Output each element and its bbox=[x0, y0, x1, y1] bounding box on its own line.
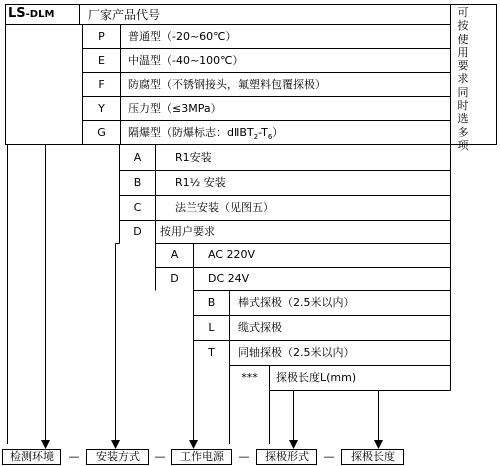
length-desc: 探极长度L(mm) bbox=[276, 371, 357, 384]
install-desc-c: 法兰安装（见图五） bbox=[175, 201, 274, 214]
label-probe: 探极形式 bbox=[265, 450, 309, 463]
separator-3: — bbox=[238, 450, 250, 463]
install-desc-b: R1½ 安装 bbox=[175, 176, 226, 189]
label-length: 探极长度 bbox=[351, 450, 395, 463]
label-power: 工作电源 bbox=[180, 450, 224, 463]
power-code-a: A bbox=[170, 248, 179, 261]
env-desc-f: 防腐型（不锈钢接头，氟塑料包覆探极） bbox=[128, 78, 326, 91]
env-desc-y: 压力型（≤3MPa） bbox=[128, 102, 222, 115]
env-desc-g: 隔爆型（防爆标志：$dⅡBT_2-T_6$） bbox=[128, 126, 284, 142]
install-desc-d: 按用户要求 bbox=[160, 225, 215, 238]
env-desc-p: 普通型（-20~60℃） bbox=[128, 30, 237, 43]
probe-desc-b: 棒式探极（2.5米以内） bbox=[238, 296, 355, 309]
probe-desc-t: 同轴探极（2.5米以内） bbox=[238, 346, 355, 359]
probe-code-t: T bbox=[208, 346, 215, 359]
env-code-g: G bbox=[97, 126, 106, 139]
install-code-d: D bbox=[133, 225, 142, 238]
label-install: 安装方式 bbox=[96, 450, 140, 463]
env-code-e: E bbox=[98, 54, 105, 67]
separator-2: — bbox=[154, 450, 166, 463]
install-code-b: B bbox=[133, 176, 142, 189]
power-code-d: D bbox=[170, 272, 179, 285]
separator-4: — bbox=[323, 450, 335, 463]
install-code-c: C bbox=[133, 201, 142, 214]
label-env: 检测环境 bbox=[10, 450, 54, 463]
power-desc-d: DC 24V bbox=[208, 272, 250, 285]
length-code: *** bbox=[241, 371, 258, 384]
probe-code-l: L bbox=[208, 321, 215, 334]
power-desc-a: AC 220V bbox=[208, 248, 256, 261]
probe-desc-l: 缆式探极 bbox=[238, 321, 282, 334]
model-code: LS-DLM bbox=[8, 6, 55, 21]
env-code-y: Y bbox=[98, 102, 105, 115]
header-title: 厂家产品代号 bbox=[88, 8, 161, 22]
env-code-f: F bbox=[98, 78, 105, 91]
side-note: 可按使用要求同时选多项 bbox=[457, 6, 469, 152]
separator-1: — bbox=[68, 450, 80, 463]
install-code-a: A bbox=[133, 151, 142, 164]
probe-code-b: B bbox=[207, 296, 216, 309]
install-desc-a: R1安装 bbox=[175, 151, 212, 164]
env-desc-e: 中温型（-40~100℃） bbox=[128, 54, 244, 67]
env-code-p: P bbox=[98, 30, 105, 43]
